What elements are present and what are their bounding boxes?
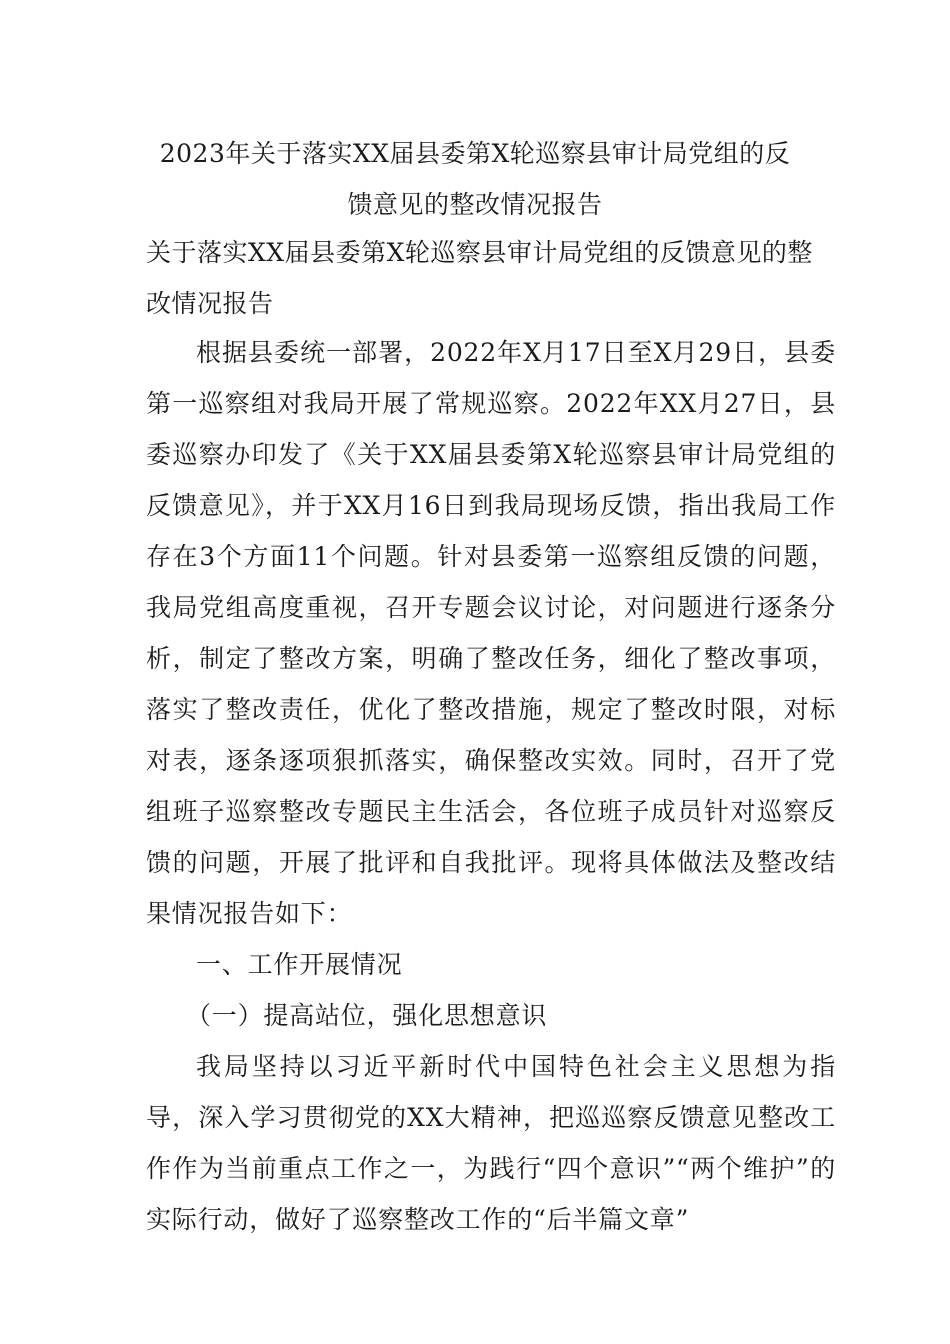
document-subtitle: 关于落实XX届县委第X轮巡察县审计局党组的反馈意见的整改情况报告: [146, 238, 813, 318]
title-line-2: 馈意见的整改情况报告: [347, 190, 603, 219]
document-body: [146, 327, 836, 1245]
subsection-heading: （一）提高站位，强化思想意识: [186, 1001, 548, 1030]
section-heading: 一、工作开展情况: [196, 950, 403, 979]
paragraph-body: 我局坚持以习近平新时代中国特色社会主义思想为指导，深入学习贯彻党的XX大精神，把巡巡察反馈意见整改工作作为当前重点工作之一，为践行“四个意识”“两个维护”的实际行动，做好了巡察整改工作的“后半篇文章”: [146, 1052, 836, 1234]
document-title: [120, 128, 830, 230]
paragraph-intro: 根据县委统一部署，2022年X月17日至X月29日，县委第一巡察组对我局开展了常规巡察。2022年XX月27日，县委巡察办印发了《关于XX届县委第X轮巡察县审计局党组的反馈意见》，并于XX月16日到我局现场反馈，指出我局工作存在3个方面11个问题。针对县委第一巡察组反馈的问题，我局党组高度重视，召开专题会议讨论，对问题进行逐条分析，制定了整改方案，明确了整改任务，细化了整改事项，落实了整改责任，优化了整改措施，规定了整改时限，对标对表，逐条逐项狠抓落实，确保整改实效。同时，召开了党组班子巡察整改专题民主生活会，各位班子成员针对巡察反馈的问题，开展了批评和自我批评。现将具体做法及整改结果情况报告如下：: [146, 338, 836, 928]
title-line-1: 2023年关于落实XX届县委第X轮巡察县审计局党组的反: [159, 139, 791, 168]
